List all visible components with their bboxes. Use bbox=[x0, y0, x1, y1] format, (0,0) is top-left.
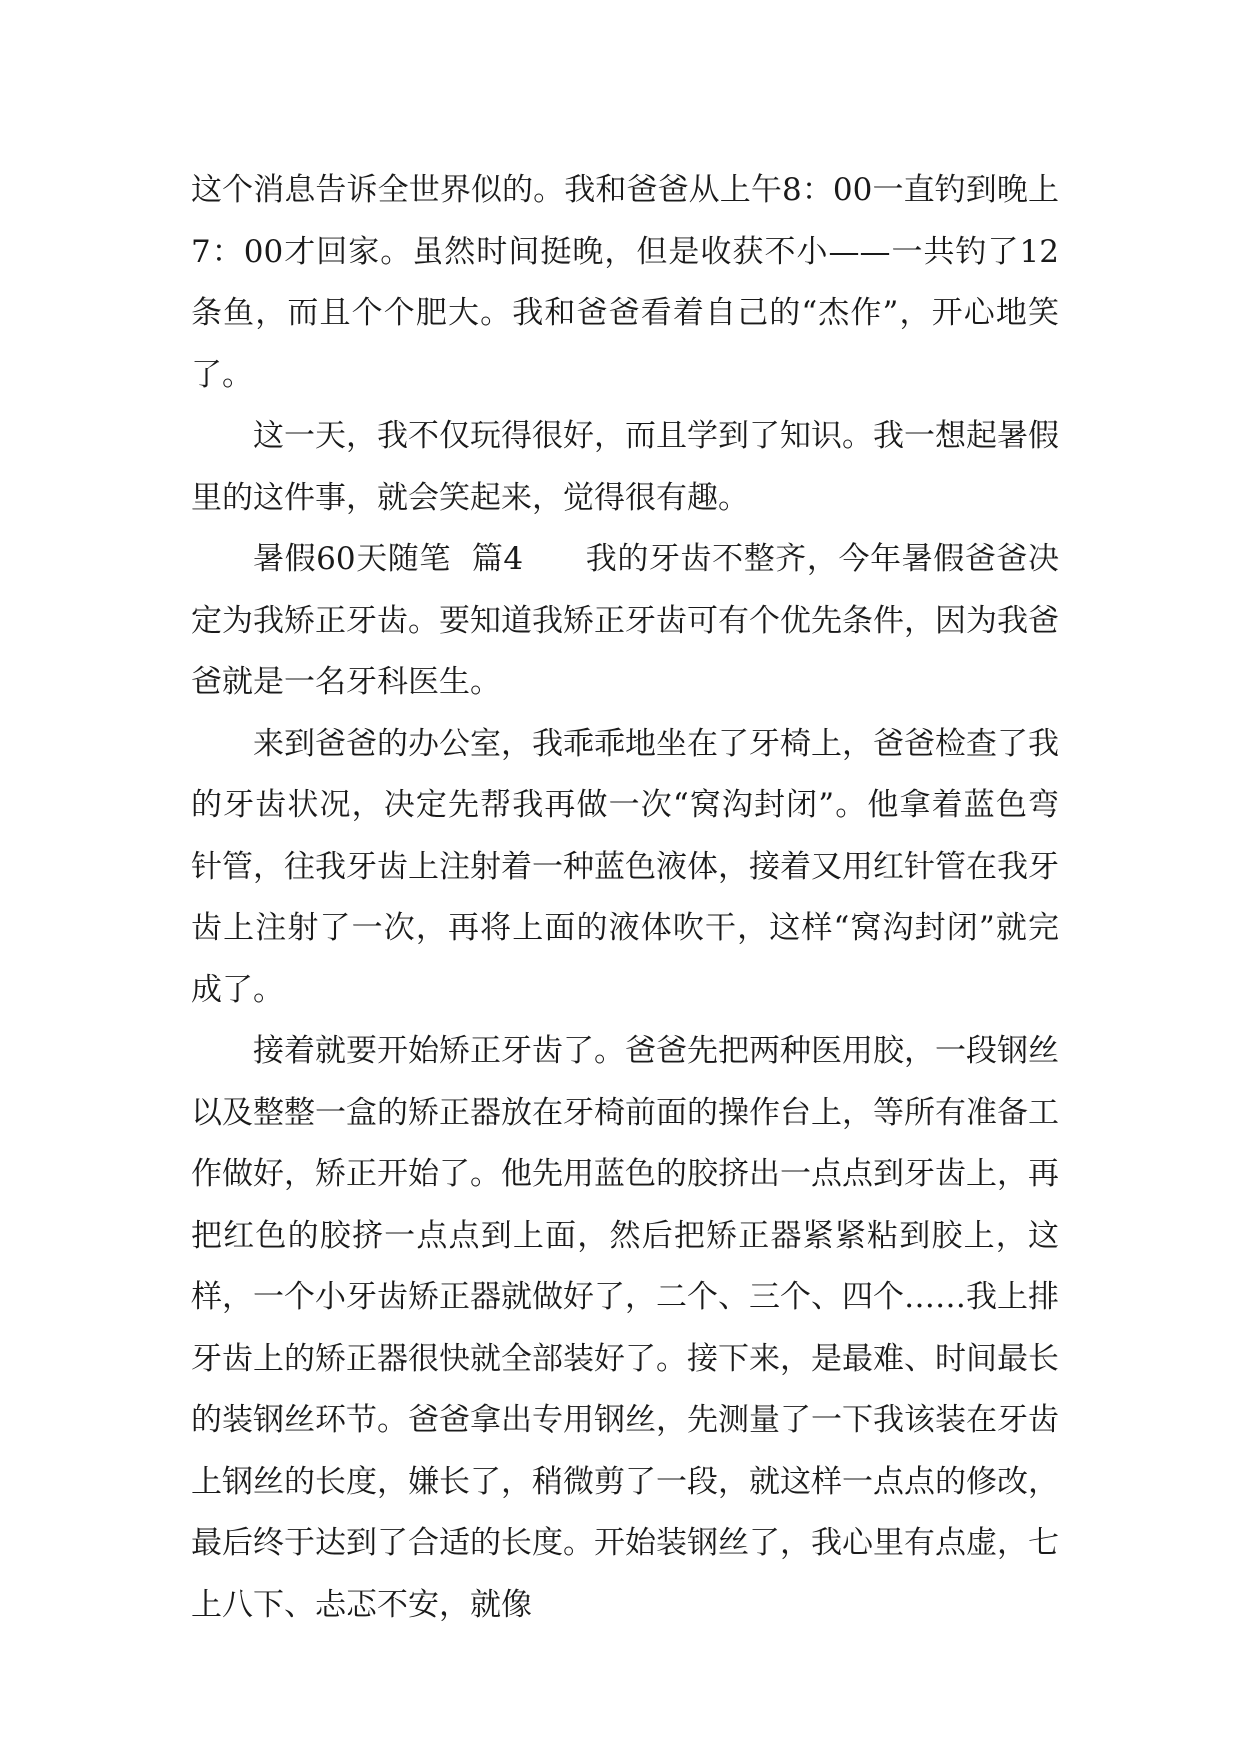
paragraph-2 bbox=[191, 406, 1059, 529]
paragraph-5 bbox=[191, 1021, 1059, 1636]
paragraph-4 bbox=[191, 714, 1059, 1022]
paragraph-3-text: 我的牙齿不整齐，今年暑假爸爸决定为我矫正牙齿。要知道我矫正牙齿可有个优先条件，因为我爸爸就是一名牙科医生。 bbox=[191, 541, 1059, 700]
paragraph-3 bbox=[191, 529, 1059, 714]
paragraph-2-text: 这一天，我不仅玩得很好，而且学到了知识。我一想起暑假里的这件事，就会笑起来，觉得很有趣。 bbox=[191, 418, 1059, 516]
paragraph-1 bbox=[191, 160, 1059, 406]
heading-gap bbox=[523, 541, 586, 577]
paragraph-1-text: 这个消息告诉全世界似的。我和爸爸从上午8：00一直钓到晚上7：00才回家。虽然时间挺晚，但是收获不小——一共钓了12条鱼，而且个个肥大。我和爸爸看着自己的“杰作”，开心地笑了。 bbox=[191, 172, 1059, 393]
section-heading: 暑假60天随笔 篇4 bbox=[253, 541, 524, 577]
paragraph-4-text: 来到爸爸的办公室，我乖乖地坐在了牙椅上，爸爸检查了我的牙齿状况，决定先帮我再做一次“窝沟封闭”。他拿着蓝色弯针管，往我牙齿上注射着一种蓝色液体，接着又用红针管在我牙齿上注射了一次，再将上面的液体吹干，这样“窝沟封闭”就完成了。 bbox=[191, 725, 1059, 1008]
paragraph-5-text: 接着就要开始矫正牙齿了。爸爸先把两种医用胶，一段钢丝以及整整一盒的矫正器放在牙椅前面的操作台上，等所有准备工作做好，矫正开始了。他先用蓝色的胶挤出一点点到牙齿上，再把红色的胶挤一点点到上面，然后把矫正器紧紧粘到胶上，这样，一个小牙齿矫正器就做好了，二个、三个、四个……我上排牙齿上的矫正器很快就全部装好了。接下来，是最难、时间最长的装钢丝环节。爸爸拿出专用钢丝，先测量了一下我该装在牙齿上钢丝的长度，嫌长了，稍微剪了一段，就这样一点点的修改，最后终于达到了合适的长度。开始装钢丝了，我心里有点虚，七上八下、忐忑不安，就像 bbox=[191, 1033, 1059, 1623]
document-body bbox=[191, 160, 1059, 1636]
